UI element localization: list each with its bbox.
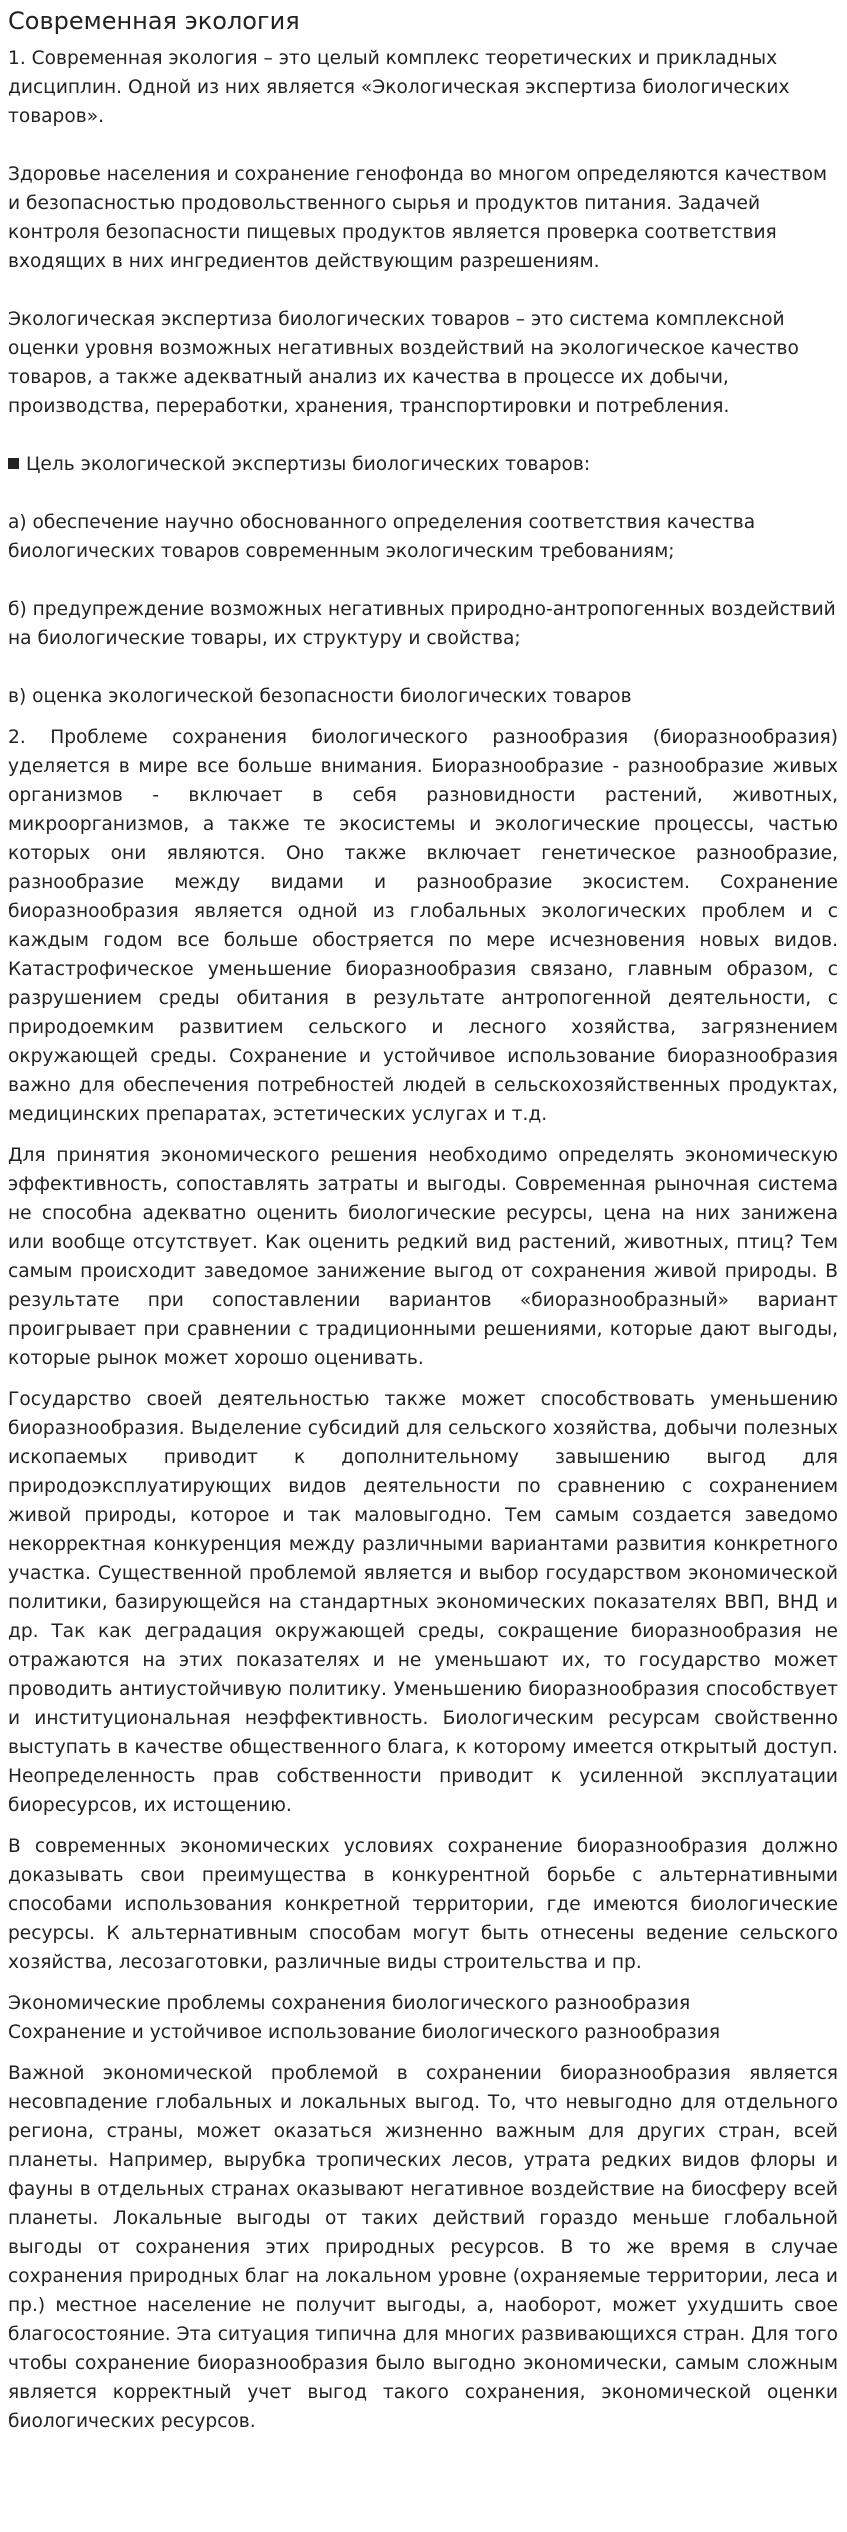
subheading-economic-problems: Экономические проблемы сохранения биологического разнообразия [8, 1993, 691, 2014]
paragraph-economic-decision: Для принятия экономического решения необходимо определять экономическую эффективность, сопоставлять затраты и выгоды. Современная рыночная система не способна адекватно оценить биологические ресурсы, цена на них занижена или вообще отсутствует. Как оценить редкий вид растений, животных, птиц? Тем самым происходит заведомое занижение выгод от сохранения живой природы. В результате при сопоставлении вариантов «биоразнообразный» вариант проигрывает при сравнении с традиционными решениями, которые дают выгоды, которые рынок может хорошо оценивать. [8, 1145, 838, 1369]
paragraph-expertise-definition: Экологическая экспертиза биологических товаров – это система комплексной оценки уровня возможных негативных воздействий на экологическое качество товаров, а также адекватный анализ их качества в процессе их добычи, производства, переработки, хранения, транспортировки и потребления. [8, 309, 799, 417]
spacer [8, 479, 838, 508]
paragraph-health: Здоровье населения и сохранение генофонда во многом определяются качеством и безопасностью продовольственного сырья и продуктов питания. Задачей контроля безопасности пищевых продуктов является проверка соответствия входящих в них ингредиентов действующим разрешениям. [8, 164, 828, 272]
subheading-sustainable-use: Сохранение и устойчивое использование биологического разнообразия [8, 2022, 721, 2043]
paragraph-state-role: Государство своей деятельностью также может способствовать уменьшению биоразнообразия. Выделение субсидий для сельского хозяйства, добычи полезных ископаемых приводит к дополнительному завышению выгод для природоэксплуатирующих видов деятельности по сравнению с сохранением живой природы, которое и так маловыгодно. Тем самым создается заведомо некорректная конкуренция между различными вариантами развития конкретного участка. Существенной проблемой является и выбор государством экономической политики, базирующейся на стандартных экономических показателях ВВП, ВНД и др. Так как деградация окружающей среды, сокращение биоразнообразия не отражаются на этих показателях и не уменьшают их, то государство может проводить антиустойчивую политику. Уменьшению биоразнообразия способствует и институциональная неэффективность. Биологическим ресурсам свойственно выступать в качестве общественного блага, к которому имеется открытый доступ. Неопределенность прав собственности приводит к усиленной эксплуатации биоресурсов, их истощению. [8, 1389, 838, 1816]
spacer [8, 1820, 838, 1832]
goal-heading-text: Цель экологической экспертизы биологических товаров: [26, 454, 591, 475]
goal-item-a: а) обеспечение научно обоснованного определения соответствия качества биологических товаров современным экологическим требованиям; [8, 512, 756, 562]
spacer [8, 566, 838, 595]
goal-item-c: в) оценка экологической безопасности биологических товаров [8, 686, 632, 707]
spacer [8, 276, 838, 305]
paragraph-global-local-benefits: Важной экономической проблемой в сохранении биоразнообразия является несовпадение глобальных и локальных выгод. То, что невыгодно для отдельного региона, страны, может оказаться жизненно важным для других стран, всей планеты. Например, вырубка тропических лесов, утрата редких видов флоры и фауны в отдельных странах оказывают негативное воздействие на биосферу всей планеты. Локальные выгоды от таких действий гораздо меньше глобальной выгоды от сохранения этих природных ресурсов. В то же время в случае сохранения природных благ на локальном уровне (охраняемые территории, леса и пр.) местное население не получит выгоды, а, наоборот, может ухудшить свое благосостояние. Эта ситуация типична для многих развивающихся стран. Для того чтобы сохранение биоразнообразия было выгодно экономически, самым сложным является корректный учет выгод такого сохранения, экономической оценки биологических ресурсов. [8, 2063, 839, 2432]
spacer [8, 131, 838, 160]
paragraph-competition: В современных экономических условиях сохранение биоразнообразия должно доказывать свои преимущества в конкурентной борьбе с альтернативными способами использования конкретной территории, где имеются биологические ресурсы. К альтернативным способам могут быть отнесены ведение сельского хозяйства, лесозаготовки, различные виды строительства и пр. [8, 1836, 838, 1973]
spacer [8, 711, 838, 723]
paragraph-intro: 1. Современная экология – это целый комплекс теоретических и прикладных дисциплин. Одной из них является «Экологическая экспертиза биологических товаров». [8, 48, 790, 127]
page-title: Современная экология [8, 7, 300, 35]
document-page [0, 6, 838, 2436]
goal-heading [8, 450, 838, 479]
goal-item-b: б) предупреждение возможных негативных природно-антропогенных воздействий на биологические товары, их структуру и свойства; [8, 599, 836, 649]
spacer [8, 1977, 838, 1989]
spacer [8, 1373, 838, 1385]
paragraph-biodiversity: 2. Проблеме сохранения биологического разнообразия (биоразнообразия) уделяется в мире все больше внимания. Биоразнообразие - разнообразие живых организмов - включает в себя разновидности растений, животных, микроорганизмов, а также те экосистемы и экологические процессы, частью которых они являются. Оно также включает генетическое разнообразие, разнообразие между видами и разнообразие экосистем. Сохранение биоразнообразия является одной из глобальных экологических проблем и с каждым годом все больше обостряется по мере исчезновения новых видов. Катастрофическое уменьшение биоразнообразия связано, главным образом, с разрушением среды обитания в результате антропогенной деятельности, с природоемким развитием сельского и лесного хозяйства, загрязнением окружающей среды. Сохранение и устойчивое использование биоразнообразия важно для обеспечения потребностей людей в сельскохозяйственных продуктах, медицинских препаратах, эстетических услугах и т.д. [8, 727, 838, 1125]
square-bullet-icon [8, 458, 19, 469]
spacer [8, 653, 838, 682]
spacer [8, 2047, 838, 2059]
spacer [8, 1129, 838, 1141]
spacer [8, 421, 838, 450]
